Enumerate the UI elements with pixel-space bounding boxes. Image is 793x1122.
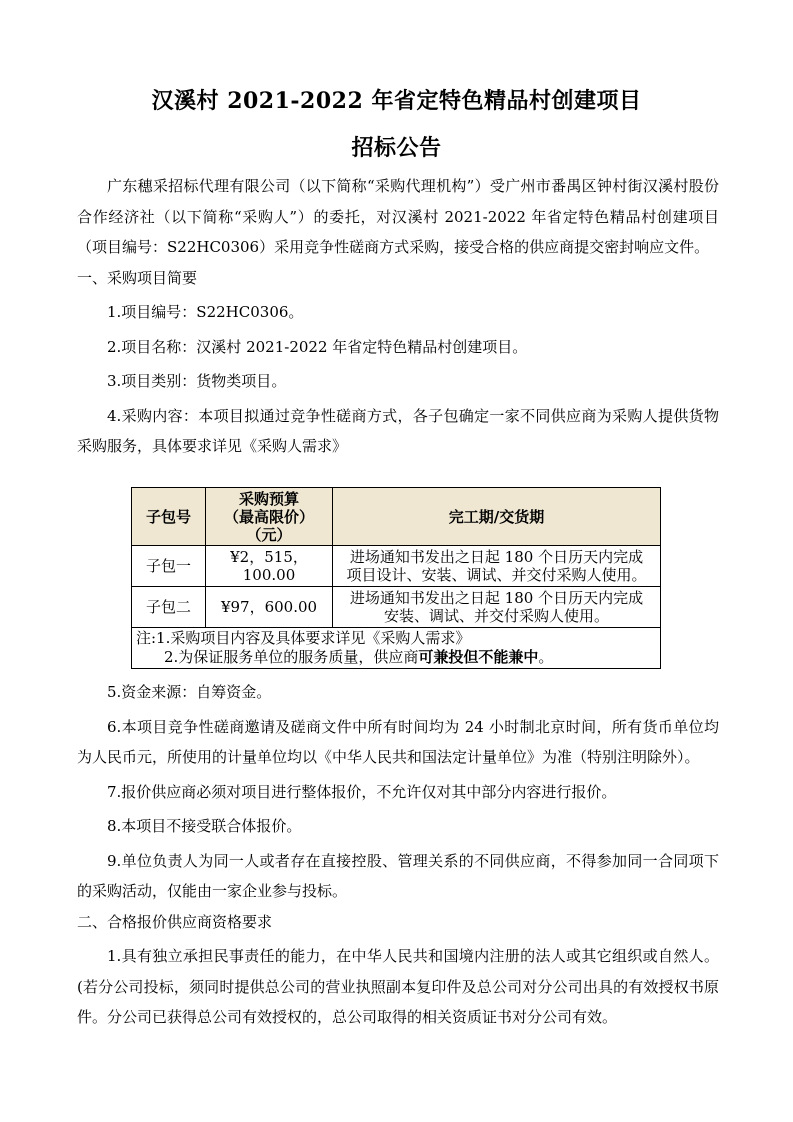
item-procurement-content: 4.采购内容：本项目拟通过竞争性磋商方式，各子包确定一家不同供应商为采购人提供货物采购服务，具体要求详见《采购人需求》 — [77, 406, 719, 455]
document-title-line1: 汉溪村 2021-2022 年省定特色精品村创建项目 — [151, 88, 642, 114]
item-project-category: 3.项目类别：货物类项目。 — [107, 372, 287, 390]
row1-budget: ¥2，515，100.00 — [206, 546, 333, 587]
item-overall-quote: 7.报价供应商必须对项目进行整体报价，不允许仅对其中部分内容进行报价。 — [107, 782, 617, 801]
header-budget-line1: 采购预算 — [238, 489, 299, 508]
intro-paragraph: 广东穗采招标代理有限公司（以下简称“采购代理机构”）受广州市番禺区钟村街汉溪村股份合作经济社（以下简称“采购人”）的委托，对汉溪村 2021-2022 年省定特色精品村创建项目（项目编号：S22HC0306）采用竞争性磋商方式采购，接受合格的供应商提交密封响应文件。 — [77, 177, 719, 256]
lower-text-block — [77, 677, 719, 1033]
item-funding-source: 5.资金来源：自筹资金。 — [107, 683, 272, 701]
note-line1: 注:1.采购项目内容及具体要求详见《采购人需求》 — [136, 629, 471, 647]
item-project-name: 2.项目名称：汉溪村 2021-2022 年省定特色精品村创建项目。 — [107, 337, 528, 356]
header-budget-line3: （元） — [246, 525, 292, 544]
upper-text-block — [77, 171, 719, 462]
item-time-currency: 6.本项目竞争性磋商邀请及磋商文件中所有时间均为 24 小时制北京时间，所有货币单位均为人民币元，所使用的计量单位均以《中华人民共和国法定计量单位》为准（特别注明除外）。 — [77, 717, 719, 766]
header-budget — [206, 488, 333, 546]
table-row — [132, 546, 661, 587]
note-line2-bold: 可兼投但不能兼中 — [418, 648, 539, 666]
row1-package: 子包一 — [132, 546, 206, 587]
section1-heading: 一、采购项目简要 — [77, 268, 198, 287]
row2-period — [333, 587, 661, 628]
row2-period-line1: 进场通知书发出之日起 180 个日历天内完成 — [349, 589, 644, 607]
package-table — [131, 487, 661, 669]
table-row — [132, 587, 661, 628]
note-line2 — [136, 648, 656, 667]
item-no-consortium: 8.本项目不接受联合体报价。 — [107, 817, 302, 835]
row1-period-line1: 进场通知书发出之日起 180 个日历天内完成 — [349, 548, 644, 566]
row2-period-line2: 安装、调试、并交付采购人使用。 — [383, 607, 609, 625]
header-budget-line2: （最高限价） — [223, 507, 314, 526]
section2-heading: 二、合格报价供应商资格要求 — [77, 912, 273, 931]
header-package: 子包号 — [132, 488, 206, 546]
table-note — [132, 628, 661, 669]
table-note-row — [132, 628, 661, 669]
requirement-1: 1.具有独立承担民事责任的能力，在中华人民共和国境内注册的法人或其它组织或自然人。(若分公司投标，须同时提供总公司的营业执照副本复印件及总公司对分公司出具的有效授权书原件。分公司已获得总公司有效授权的，总公司取得的相关资质证书对分公司有效。 — [77, 947, 719, 1026]
note-line2-prefix: 2.为保证服务单位的服务质量，供应商 — [164, 648, 419, 666]
document-title-line2: 招标公告 — [351, 135, 442, 161]
row1-period — [333, 546, 661, 587]
row1-period-line2: 项目设计、安装、调试、并交付采购人使用。 — [346, 566, 647, 584]
item-related-suppliers: 9.单位负责人为同一人或者存在直接控股、管理关系的不同供应商，不得参加同一合同项下的采购活动，仅能由一家企业参与投标。 — [77, 851, 719, 900]
row2-package: 子包二 — [132, 587, 206, 628]
header-period: 完工期/交货期 — [333, 488, 661, 546]
note-line2-suffix: 。 — [538, 648, 554, 666]
item-project-number: 1.项目编号：S22HC0306。 — [107, 303, 304, 321]
table-header-row — [132, 488, 661, 546]
row2-budget: ¥97，600.00 — [206, 587, 333, 628]
